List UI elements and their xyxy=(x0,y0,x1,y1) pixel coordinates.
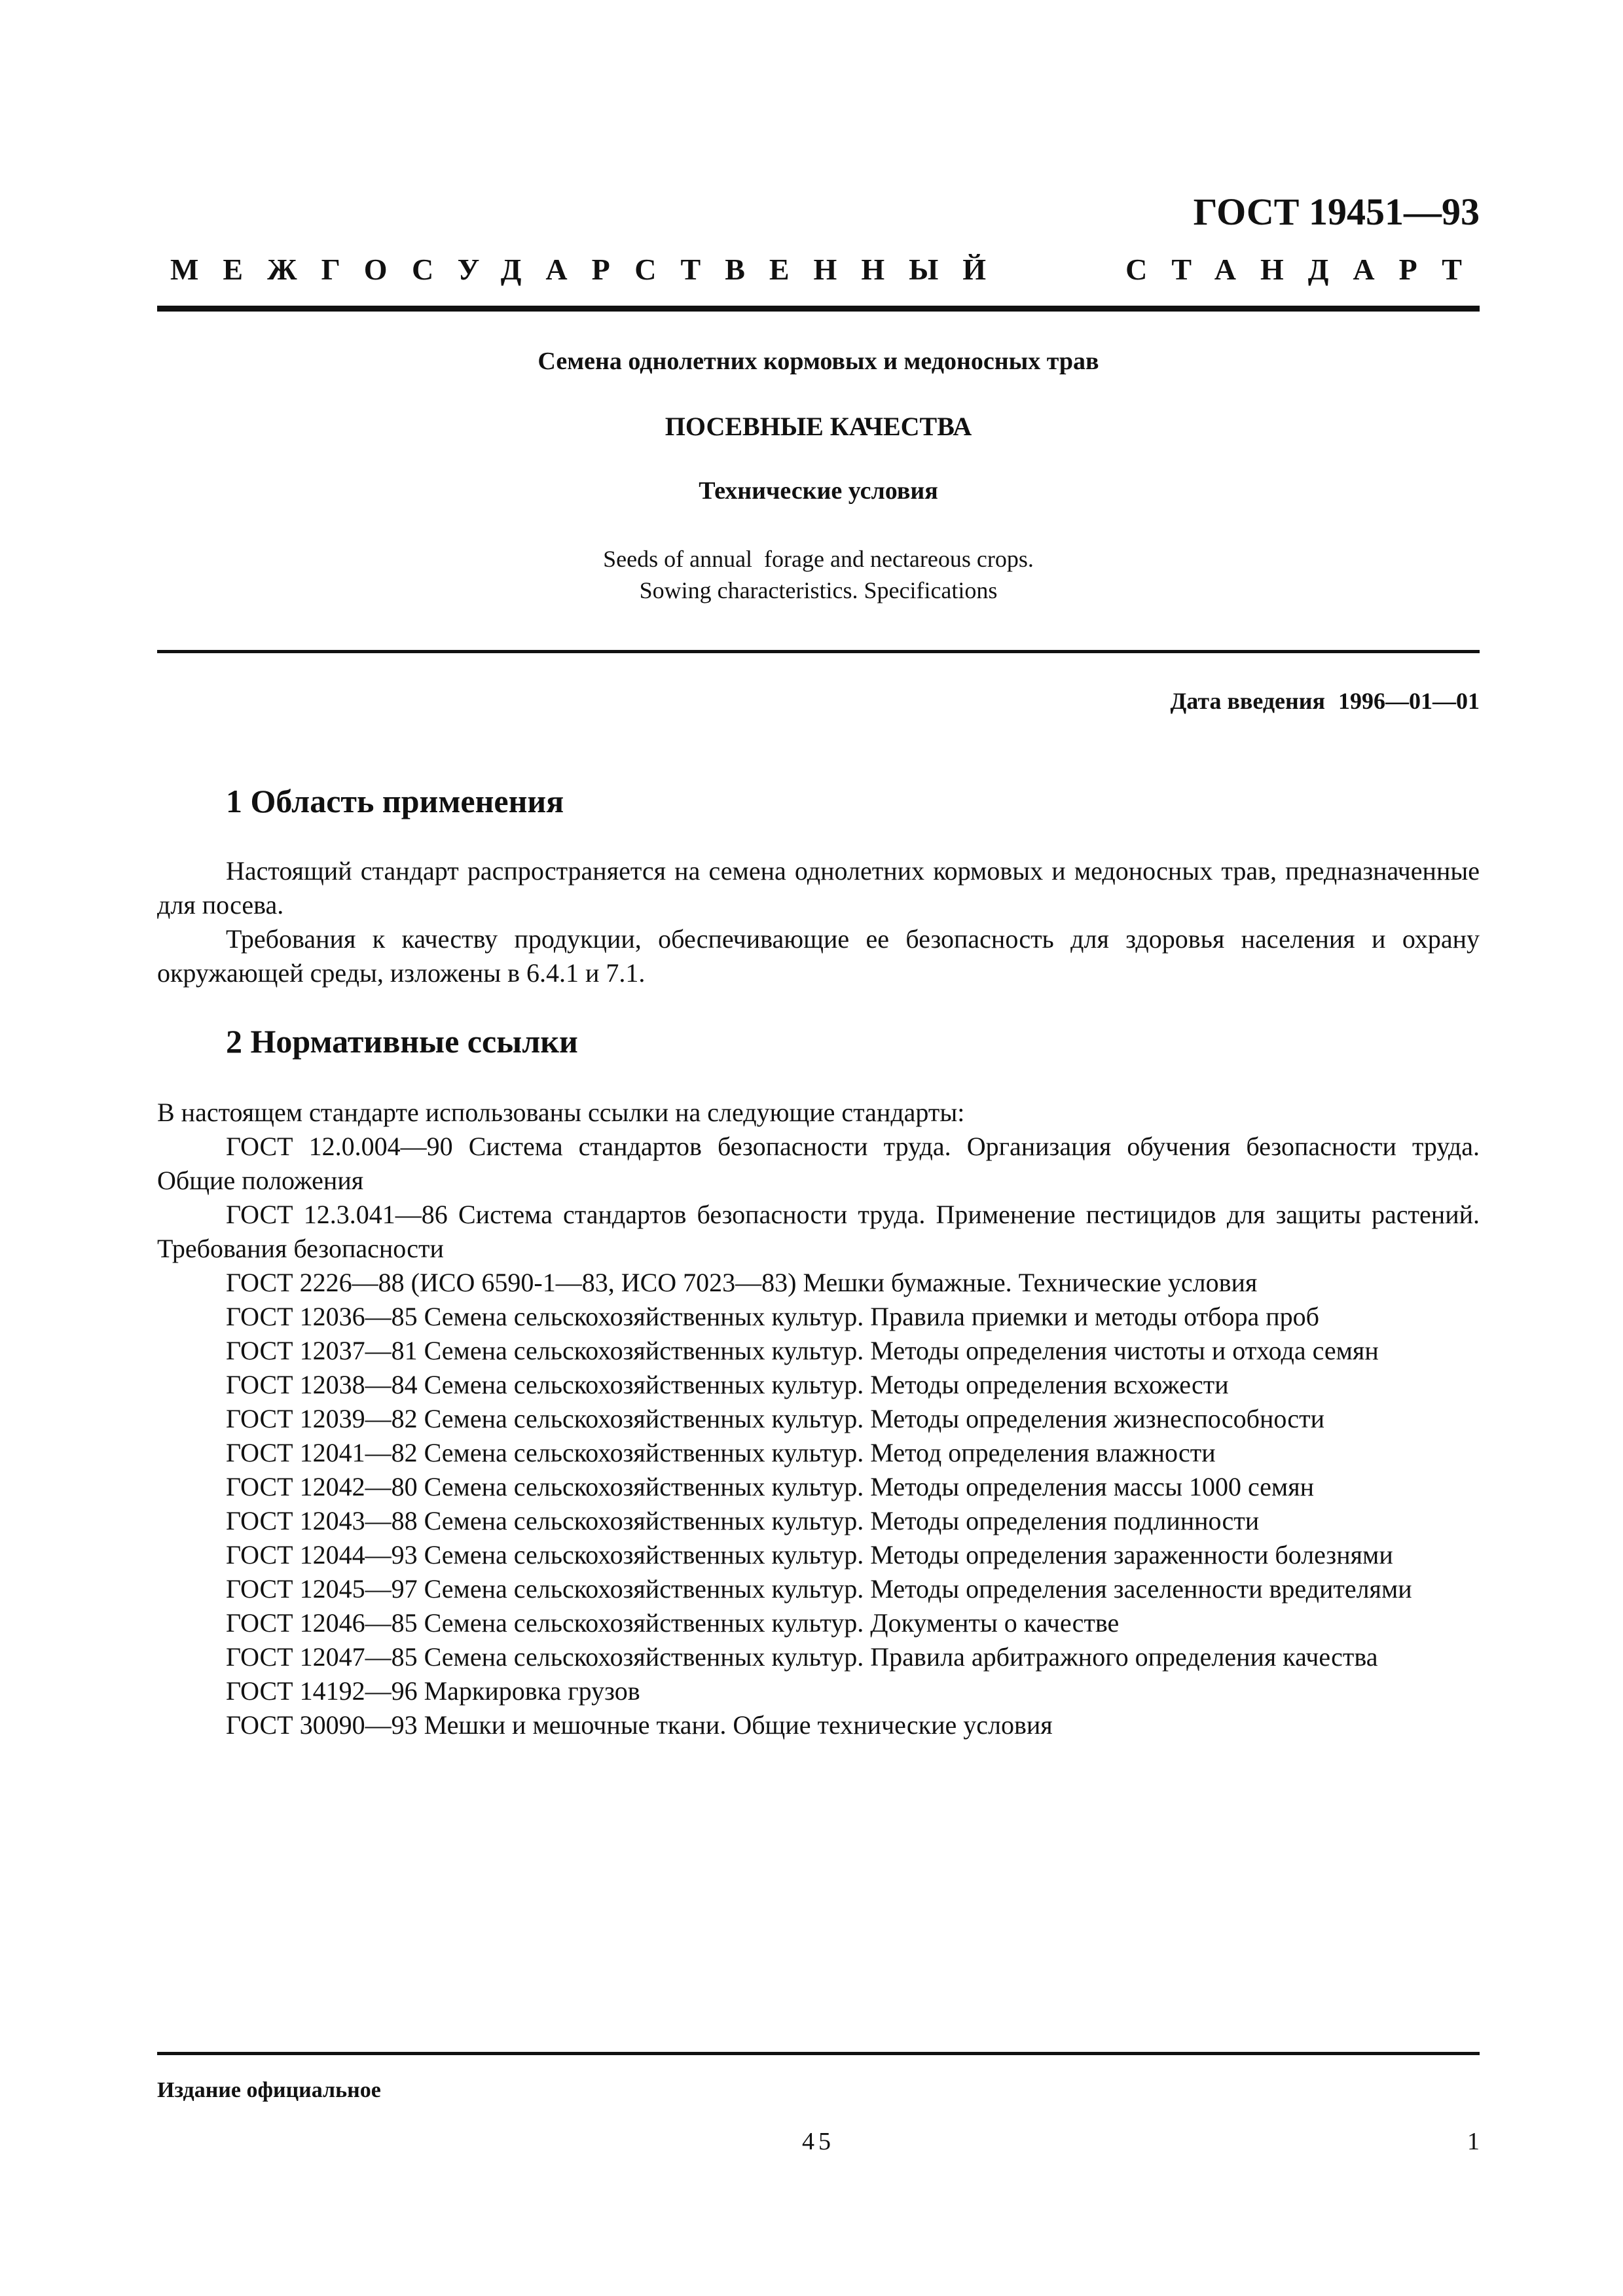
references-intro: В настоящем стандарте использованы ссылки на следующие стандарты: xyxy=(157,1098,965,1127)
document-title-sub: Технические условия xyxy=(699,477,938,505)
reference-item: ГОСТ 12036—85 Семена сельскохозяйственных культур. Правила приемки и методы отбора проб xyxy=(226,1302,1319,1331)
reference-item: ГОСТ 12.0.004—90 Система стандартов безопасности труда. Организация обучения безопасности труда. Общие положения xyxy=(157,1132,1480,1195)
section-heading-references: 2 Нормативные ссылки xyxy=(226,1023,578,1060)
reference-item: ГОСТ 2226—88 (ИСО 6590-1—83, ИСО 7023—83) Мешки бумажные. Технические условия xyxy=(226,1268,1258,1297)
reference-item: ГОСТ 12039—82 Семена сельскохозяйственных культур. Методы определения жизнеспособности xyxy=(226,1404,1325,1433)
band-left-word: МЕЖГОСУДАРСТВЕННЫЙ xyxy=(170,253,1011,286)
english-title xyxy=(157,543,1480,606)
reference-item: ГОСТ 12042—80 Семена сельскохозяйственных культур. Методы определения массы 1000 семян xyxy=(226,1472,1315,1501)
english-title-line1: Seeds of annual forage and nectareous crops. xyxy=(603,546,1034,572)
reference-item: ГОСТ 30090—93 Мешки и мешочные ткани. Общие технические условия xyxy=(226,1710,1053,1740)
title-rule xyxy=(157,650,1480,653)
page-number-center: 45 xyxy=(802,2128,835,2155)
standard-type-band xyxy=(157,252,1486,298)
footer-rule xyxy=(157,2052,1480,2055)
reference-item: ГОСТ 12045—97 Семена сельскохозяйственных культур. Методы определения заселенности вредителями xyxy=(226,1574,1412,1604)
reference-item: ГОСТ 12046—85 Семена сельскохозяйственных культур. Документы о качестве xyxy=(226,1608,1120,1638)
reference-item: ГОСТ 14192—96 Маркировка грузов xyxy=(226,1676,640,1706)
english-title-line2: Sowing characteristics. Specifications xyxy=(639,577,998,603)
band-right-word: СТАНДАРТ xyxy=(1125,253,1486,286)
introduction-date xyxy=(1171,687,1480,715)
reference-item: ГОСТ 12043—88 Семена сельскохозяйственных культур. Методы определения подлинности xyxy=(226,1506,1260,1535)
scope-paragraph-1: Настоящий стандарт распространяется на семена однолетних кормовых и медоносных трав, предназначенные для посева. xyxy=(157,856,1480,920)
reference-item: ГОСТ 12038—84 Семена сельскохозяйственных культур. Методы определения всхожести xyxy=(226,1370,1229,1399)
date-label: Дата введения xyxy=(1170,688,1325,714)
document-title: ПОСЕВНЫЕ КАЧЕСТВА xyxy=(665,412,972,441)
page-number-right: 1 xyxy=(1467,2128,1480,2155)
section-scope-body xyxy=(157,854,1480,990)
section-heading-scope: 1 Область применения xyxy=(226,783,564,819)
references-list xyxy=(157,1096,1480,1742)
date-value: 1996—01—01 xyxy=(1338,688,1480,714)
edition-note: Издание официальное xyxy=(157,2078,381,2102)
scope-paragraph-2: Требования к качеству продукции, обеспечивающие ее безопасность для здоровья населения и охрану окружающей среды, изложены в 6.4.1 и 7.1. xyxy=(157,924,1480,988)
reference-item: ГОСТ 12044—93 Семена сельскохозяйственных культур. Методы определения зараженности болезнями xyxy=(226,1540,1393,1570)
reference-item: ГОСТ 12047—85 Семена сельскохозяйственных культур. Правила арбитражного определения качества xyxy=(226,1642,1378,1672)
header-rule xyxy=(157,306,1480,312)
document-subtitle: Семена однолетних кормовых и медоносных трав xyxy=(538,348,1099,375)
reference-item: ГОСТ 12.3.041—86 Система стандартов безопасности труда. Применение пестицидов для защиты растений. Требования безопасности xyxy=(157,1200,1480,1263)
document-page xyxy=(157,0,1486,2296)
reference-item: ГОСТ 12037—81 Семена сельскохозяйственных культур. Методы определения чистоты и отхода семян xyxy=(226,1336,1379,1365)
document-number: ГОСТ 19451—93 xyxy=(1193,190,1480,233)
reference-item: ГОСТ 12041—82 Семена сельскохозяйственных культур. Метод определения влажности xyxy=(226,1438,1216,1467)
